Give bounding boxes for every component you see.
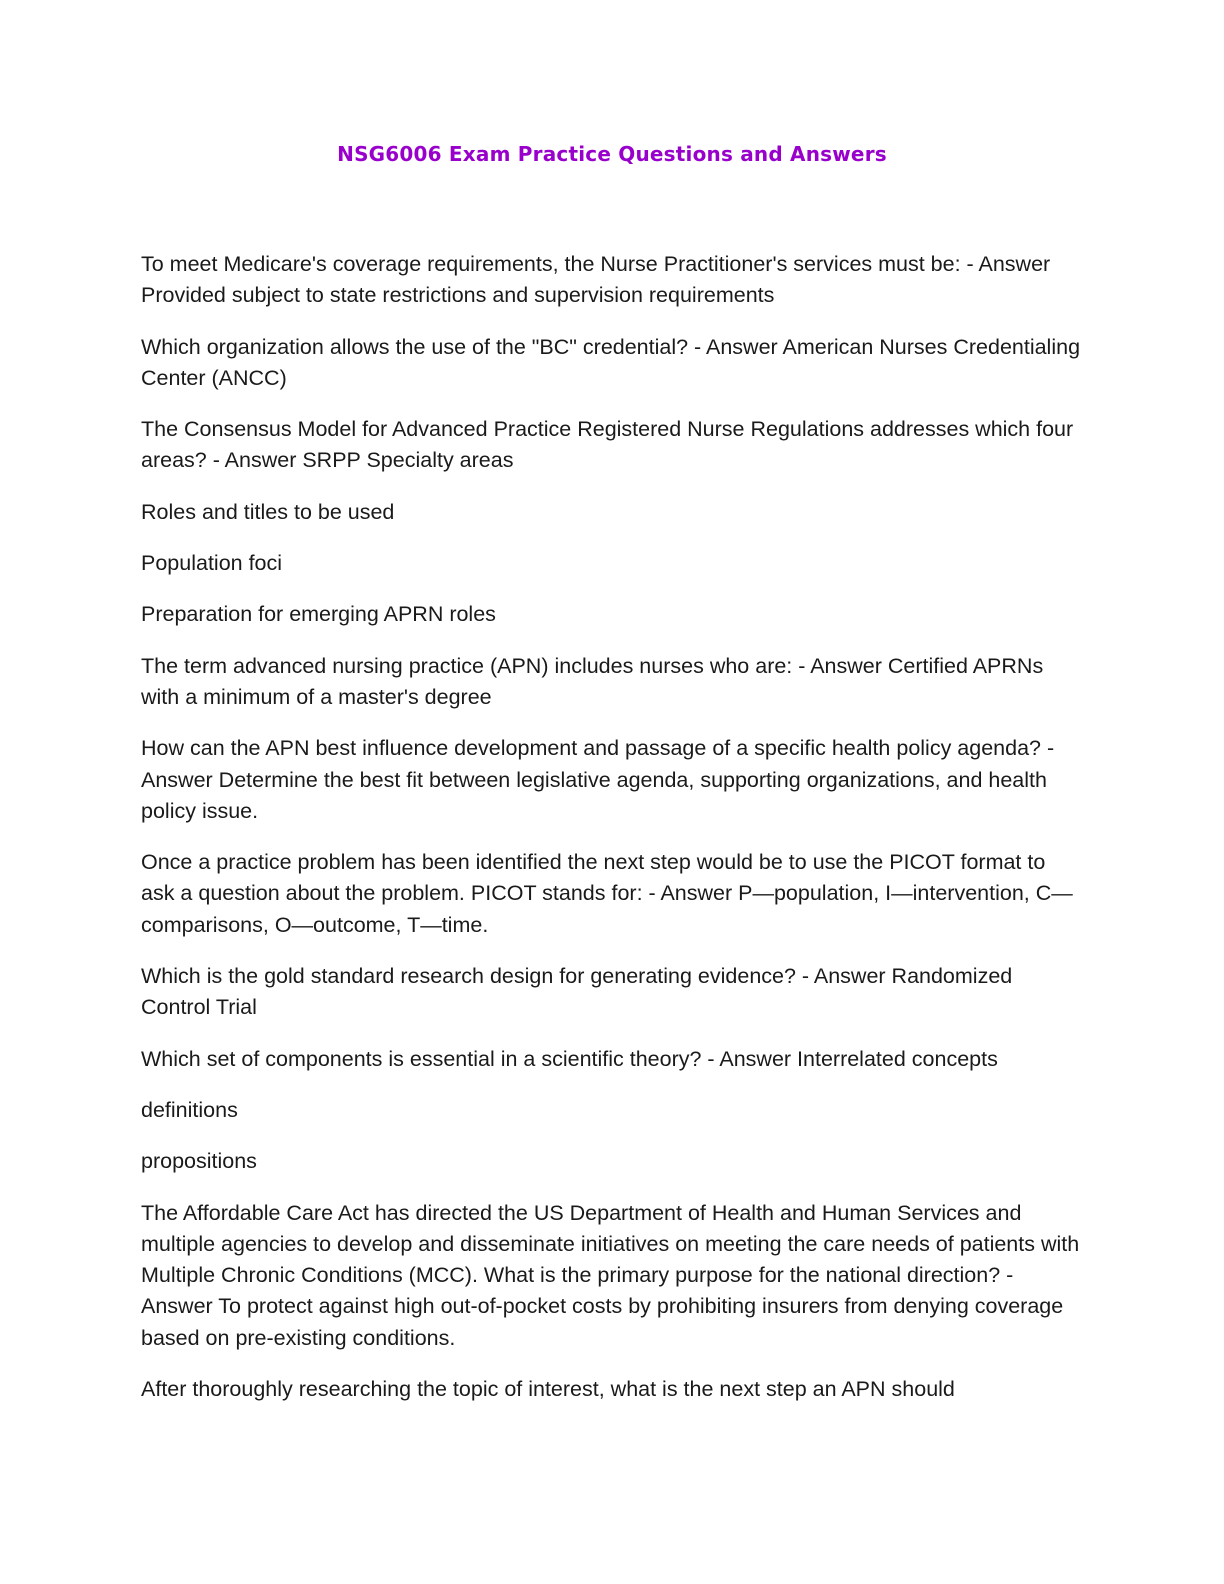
document-title: NSG6006 Exam Practice Questions and Answers <box>337 142 887 166</box>
paragraph-propositions: propositions <box>141 1149 257 1174</box>
paragraph-affordable-care-act: The Affordable Care Act has directed the US Department of Health and Human Services and multiple agencies to develop and disseminate initiatives on meeting the care needs of patients with Multiple Chronic Conditions (MCC). What is the primary purpose for the national direction? - Answer To protect against high out-of-pocket costs by prohibiting insurers from denying coverage based on pre-existing conditions. <box>141 1200 1080 1350</box>
paragraph-health-policy: How can the APN best influence development and passage of a specific health policy agenda? - Answer Determine the best fit between legislative agenda, supporting organizations, and health policy issue. <box>141 736 1055 823</box>
paragraph-bc-credential: Which organization allows the use of the "BC" credential? - Answer American Nurses Credentialing Center (ANCC) <box>141 334 1081 390</box>
paragraph-apn-definition: The term advanced nursing practice (APN) includes nurses who are: - Answer Certified APRNs with a minimum of a master's degree <box>141 653 1044 709</box>
paragraph-population-foci: Population foci <box>141 551 283 576</box>
paragraph-scientific-theory: Which set of components is essential in a scientific theory? - Answer Interrelated concepts <box>141 1046 998 1071</box>
paragraph-medicare-coverage: To meet Medicare's coverage requirements, the Nurse Practitioner's services must be: - Answer Provided subject to state restrictions and supervision requirements <box>141 252 1051 308</box>
paragraph-consensus-model: The Consensus Model for Advanced Practice Registered Nurse Regulations addresses which four areas? - Answer SRPP Specialty areas <box>141 417 1074 473</box>
paragraph-gold-standard: Which is the gold standard research design for generating evidence? - Answer Randomized Control Trial <box>141 964 1013 1020</box>
paragraph-emerging-roles: Preparation for emerging APRN roles <box>141 602 496 627</box>
paragraph-definitions: definitions <box>141 1097 238 1122</box>
paragraph-roles-titles: Roles and titles to be used <box>141 499 395 524</box>
document-body <box>141 249 1081 1425</box>
paragraph-next-step: After thoroughly researching the topic of interest, what is the next step an APN should <box>141 1377 955 1402</box>
paragraph-picot: Once a practice problem has been identified the next step would be to use the PICOT format to ask a question about the problem. PICOT stands for: - Answer P—population, I—intervention, C—comparisons, O—outcome, T—time. <box>141 850 1073 937</box>
